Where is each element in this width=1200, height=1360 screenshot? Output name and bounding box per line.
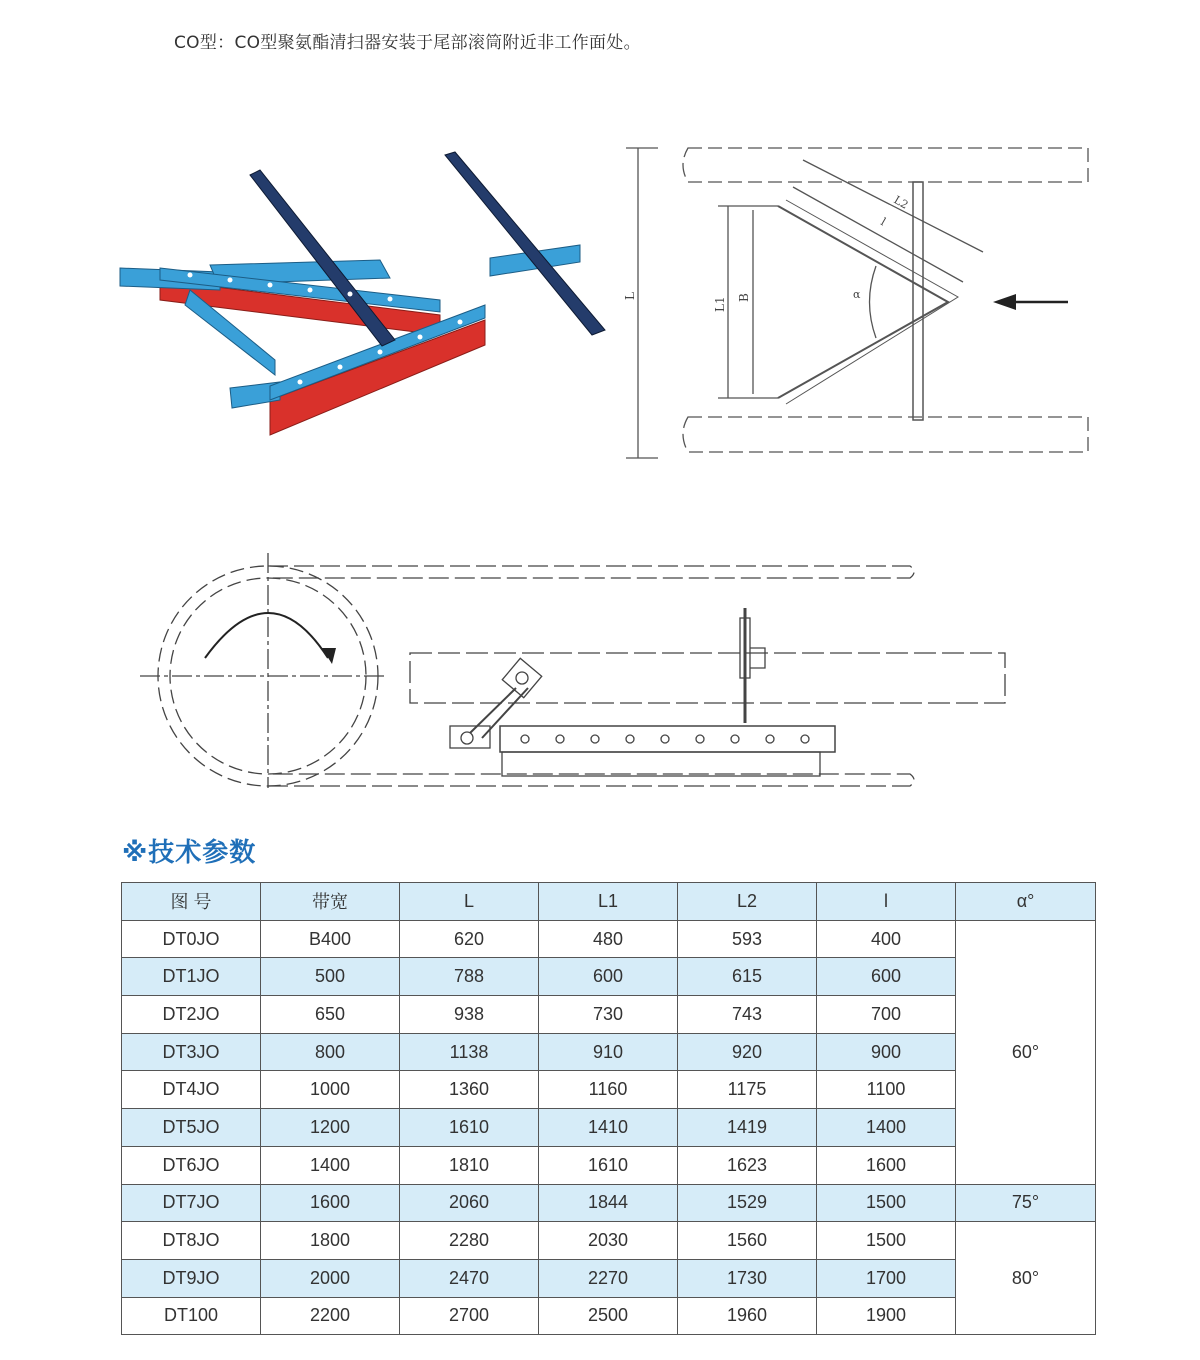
table-cell: 1700 [817, 1259, 956, 1297]
table-cell: 900 [817, 1033, 956, 1071]
table-cell: DT7JO [122, 1184, 261, 1222]
header-cell: 图 号 [122, 883, 261, 921]
scraper-3d-illustration [110, 150, 610, 440]
table-cell: 1419 [678, 1109, 817, 1147]
rotation-arrow [205, 613, 328, 658]
header-cell: l [817, 883, 956, 921]
header-cell: 带宽 [261, 883, 400, 921]
table-row [122, 996, 1096, 1034]
table-row [122, 1071, 1096, 1109]
table-row [122, 1259, 1096, 1297]
table-cell: 1900 [817, 1297, 956, 1335]
table-cell: 1610 [400, 1109, 539, 1147]
table-cell: 1400 [261, 1146, 400, 1184]
table-cell: 2060 [400, 1184, 539, 1222]
alpha-cell: 60° [956, 920, 1096, 1184]
table-cell: 1600 [817, 1146, 956, 1184]
belt-bottom [683, 417, 1088, 452]
frame-beam [410, 653, 1005, 703]
table-cell: DT5JO [122, 1109, 261, 1147]
label-L: L [623, 292, 637, 300]
label-B: B [737, 293, 751, 302]
table-row [122, 1146, 1096, 1184]
table-cell: 938 [400, 996, 539, 1034]
table-cell: 1800 [261, 1222, 400, 1260]
table-cell: B400 [261, 920, 400, 958]
table-cell: 730 [539, 996, 678, 1034]
table-row [122, 958, 1096, 996]
table-cell: 1160 [539, 1071, 678, 1109]
table-cell: 1960 [678, 1297, 817, 1335]
belt-top [683, 148, 1088, 182]
table-row [122, 1109, 1096, 1147]
navy-bar-right [445, 152, 605, 335]
table-cell: DT6JO [122, 1146, 261, 1184]
table-cell: 700 [817, 996, 956, 1034]
label-l: l [878, 215, 889, 229]
alpha-cell: 75° [956, 1184, 1096, 1222]
table-cell: 1529 [678, 1184, 817, 1222]
header-cell: L1 [539, 883, 678, 921]
table-cell: 1500 [817, 1184, 956, 1222]
intro-text: CO型：CO型聚氨酯清扫器安装于尾部滚筒附近非工作面处。 [174, 33, 641, 53]
table-cell: 2030 [539, 1222, 678, 1260]
header-cell: L [400, 883, 539, 921]
table-cell: 1360 [400, 1071, 539, 1109]
header-cell: L2 [678, 883, 817, 921]
table-cell: 2470 [400, 1259, 539, 1297]
table-cell: 1500 [817, 1222, 956, 1260]
blade-holder [500, 726, 835, 752]
table-cell: 2270 [539, 1259, 678, 1297]
table-cell: 1000 [261, 1071, 400, 1109]
table-cell: DT100 [122, 1297, 261, 1335]
table-header-row [122, 883, 1096, 921]
holder-holes [521, 735, 809, 743]
label-L1: L1 [713, 296, 727, 312]
side-view-drawing [140, 548, 1030, 794]
header-cell: α° [956, 883, 1096, 921]
table-row [122, 1184, 1096, 1222]
label-alpha: α [853, 288, 861, 301]
table-cell: 788 [400, 958, 539, 996]
table-cell: 920 [678, 1033, 817, 1071]
table-cell: 1400 [817, 1109, 956, 1147]
table-cell: DT9JO [122, 1259, 261, 1297]
table-cell: 743 [678, 996, 817, 1034]
table-cell: 600 [539, 958, 678, 996]
table-cell: 910 [539, 1033, 678, 1071]
plan-view-drawing [618, 142, 1098, 462]
table-cell: 2000 [261, 1259, 400, 1297]
table-cell: 500 [261, 958, 400, 996]
table-row [122, 920, 1096, 958]
section-title: ※技术参数 [122, 838, 257, 868]
table-cell: 1730 [678, 1259, 817, 1297]
table-cell: DT4JO [122, 1071, 261, 1109]
belt [268, 566, 914, 578]
table-row [122, 1222, 1096, 1260]
table-cell: DT0JO [122, 920, 261, 958]
table-cell: 2280 [400, 1222, 539, 1260]
table-cell: DT3JO [122, 1033, 261, 1071]
table-cell: 1610 [539, 1146, 678, 1184]
table-cell: 2200 [261, 1297, 400, 1335]
table-row [122, 1033, 1096, 1071]
table-cell: 1410 [539, 1109, 678, 1147]
spec-table [121, 882, 1096, 1335]
table-cell: 1810 [400, 1146, 539, 1184]
table-cell: DT8JO [122, 1222, 261, 1260]
table-cell: 615 [678, 958, 817, 996]
table-cell: 1175 [678, 1071, 817, 1109]
table-cell: 1138 [400, 1033, 539, 1071]
alpha-cell: 80° [956, 1222, 1096, 1335]
label-L2: L2 [891, 193, 911, 212]
table-cell: 400 [817, 920, 956, 958]
table-cell: DT1JO [122, 958, 261, 996]
table-cell: 1623 [678, 1146, 817, 1184]
table-cell: 2500 [539, 1297, 678, 1335]
table-cell: 620 [400, 920, 539, 958]
table-cell: 800 [261, 1033, 400, 1071]
table-cell: 1600 [261, 1184, 400, 1222]
table-cell: 1844 [539, 1184, 678, 1222]
table-cell: 600 [817, 958, 956, 996]
table-cell: 1560 [678, 1222, 817, 1260]
table-cell: 650 [261, 996, 400, 1034]
table-cell: DT2JO [122, 996, 261, 1034]
table-row [122, 1297, 1096, 1335]
table-cell: 2700 [400, 1297, 539, 1335]
table-cell: 1100 [817, 1071, 956, 1109]
table-cell: 480 [539, 920, 678, 958]
table-cell: 1200 [261, 1109, 400, 1147]
table-cell: 593 [678, 920, 817, 958]
